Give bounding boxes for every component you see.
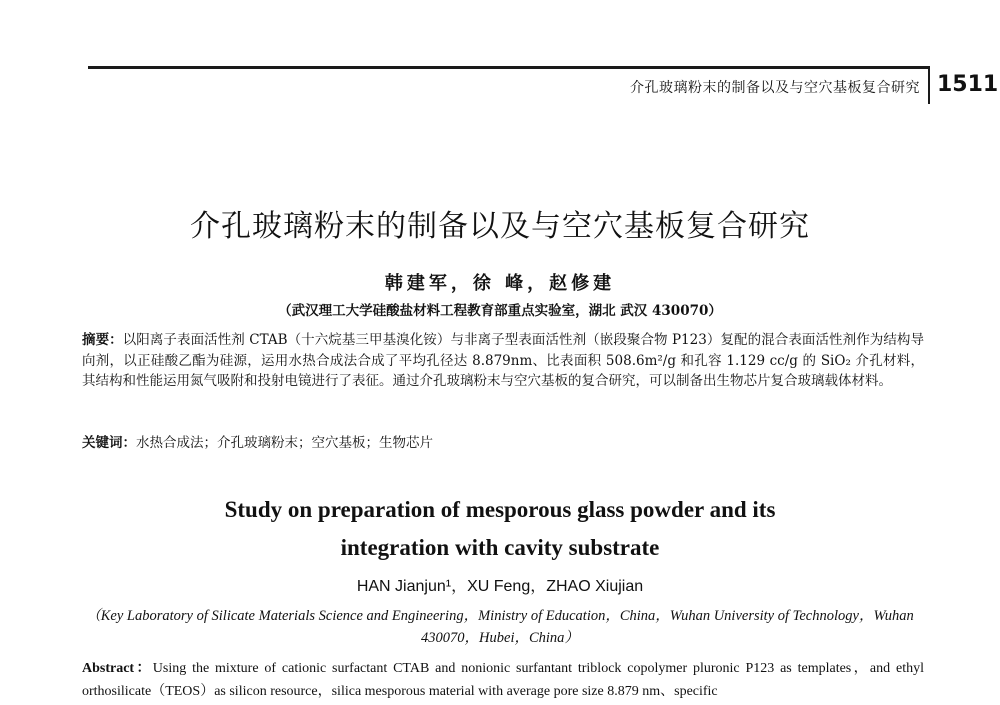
- english-title: [0, 491, 1000, 567]
- chinese-authors: 韩建军，徐 峰，赵修建: [384, 273, 616, 294]
- header-vertical-rule: [928, 66, 930, 104]
- english-abstract-label: Abstract：: [82, 661, 153, 676]
- chinese-abstract: [82, 330, 924, 392]
- chinese-abstract-label: 摘要：: [82, 332, 123, 348]
- english-affiliation: （Key Laboratory of Silicate Materials Science and Engineering，Ministry of Education，China，Wuhan University of Technology，Wuhan 430070，Hubei，China）: [86, 608, 914, 646]
- chinese-affiliation: （武汉理工大学硅酸盐材料工程教育部重点实验室，湖北 武汉 430070）: [278, 303, 722, 319]
- header-rule: [88, 66, 928, 69]
- english-title-line-1: Study on preparation of mesporous glass powder and its: [224, 497, 776, 522]
- english-authors: HAN Jianjun¹，XU Feng，ZHAO Xiujian: [356, 578, 644, 595]
- english-abstract: [82, 657, 924, 703]
- running-title: 介孔玻璃粉末的制备以及与空穴基板复合研究: [630, 80, 920, 96]
- chinese-abstract-text: 以阳离子表面活性剂 CTAB（十六烷基三甲基溴化铵）与非离子型表面活性剂（嵌段聚合物 P123）复配的混合表面活性剂作为结构导向剂，以正硅酸乙酯为硅源，运用水热合成法合成了平均孔径达 8.879nm、比表面积 508.6m²/g 和孔容 1.129 cc/g 的 SiO₂ 介孔材料，其结构和性能运用氮气吸附和投射电镜进行了表征。通过介孔玻璃粉末与空穴基板的复合研究，可以制备出生物芯片复合玻璃载体材料。: [82, 332, 924, 389]
- chinese-keywords-text: 水热合成法；介孔玻璃粉末；空穴基板；生物芯片: [136, 435, 433, 451]
- chinese-title: 介孔玻璃粉末的制备以及与空穴基板复合研究: [190, 209, 810, 244]
- chinese-keywords-label: 关键词：: [82, 435, 136, 451]
- english-title-line-2: integration with cavity substrate: [340, 535, 660, 560]
- english-abstract-text: Using the mixture of cationic surfactant CTAB and nonionic surfantant triblock copolymer pluronic P123 as templates，and ethyl orthosilicate（TEOS）as silicon resource，silica mesporous material with average pore size 8.879 nm、specific: [82, 661, 924, 699]
- chinese-keywords: [82, 433, 924, 454]
- page-number: 1511: [937, 72, 999, 97]
